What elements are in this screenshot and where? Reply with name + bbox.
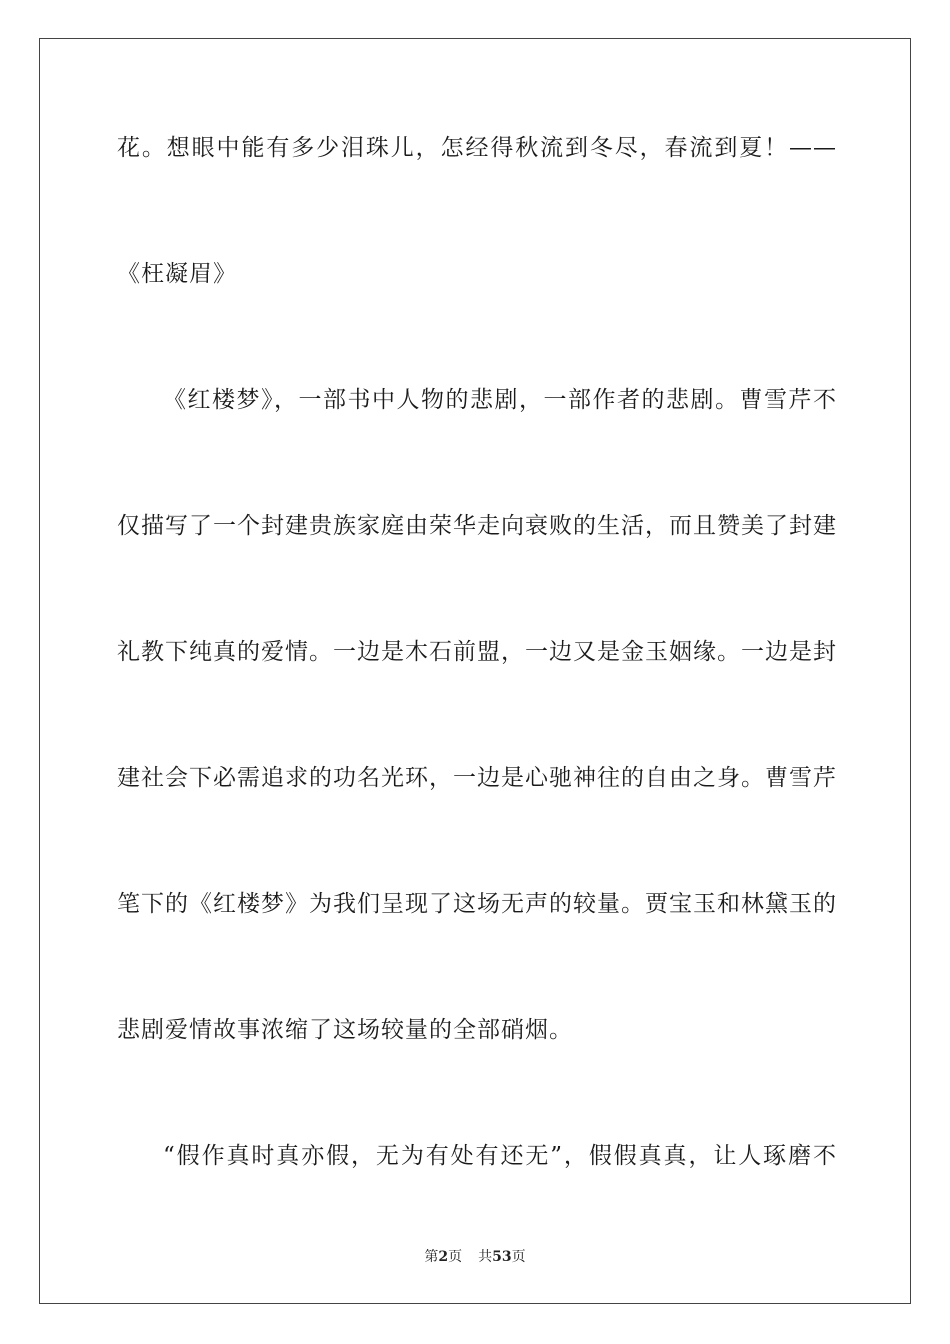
text-line-2: 《枉凝眉》 <box>117 261 237 287</box>
text-line-9: “假作真时真亦假，无为有处有还无”，假假真真，让人琢磨不 <box>163 1143 837 1169</box>
text-line-7: 笔下的《红楼梦》为我们呈现了这场无声的较量。贾宝玉和林黛玉的 <box>117 891 837 917</box>
page-footer <box>0 1246 950 1266</box>
footer-total-pages: 53 <box>492 1249 512 1265</box>
footer-page-prefix: 第 <box>424 1249 439 1265</box>
text-line-6: 建社会下必需追求的功名光环，一边是心驰神往的自由之身。曹雪芹 <box>117 765 837 791</box>
text-line-4: 仅描写了一个封建贵族家庭由荣华走向衰败的生活，而且赞美了封建 <box>117 513 837 539</box>
text-line-8: 悲剧爱情故事浓缩了这场较量的全部硝烟。 <box>117 1017 573 1043</box>
text-line-5: 礼教下纯真的爱情。一边是木石前盟，一边又是金玉姻缘。一边是封 <box>117 639 837 665</box>
footer-page-suffix: 页 <box>448 1249 463 1265</box>
footer-total-prefix: 共 <box>478 1249 493 1265</box>
footer-total-suffix: 页 <box>511 1249 526 1265</box>
footer-page-number: 2 <box>438 1249 449 1265</box>
text-line-3: 《红楼梦》，一部书中人物的悲剧，一部作者的悲剧。曹雪芹不 <box>163 387 837 413</box>
text-line-1: 花。想眼中能有多少泪珠儿，怎经得秋流到冬尽，春流到夏！—— <box>117 135 837 161</box>
